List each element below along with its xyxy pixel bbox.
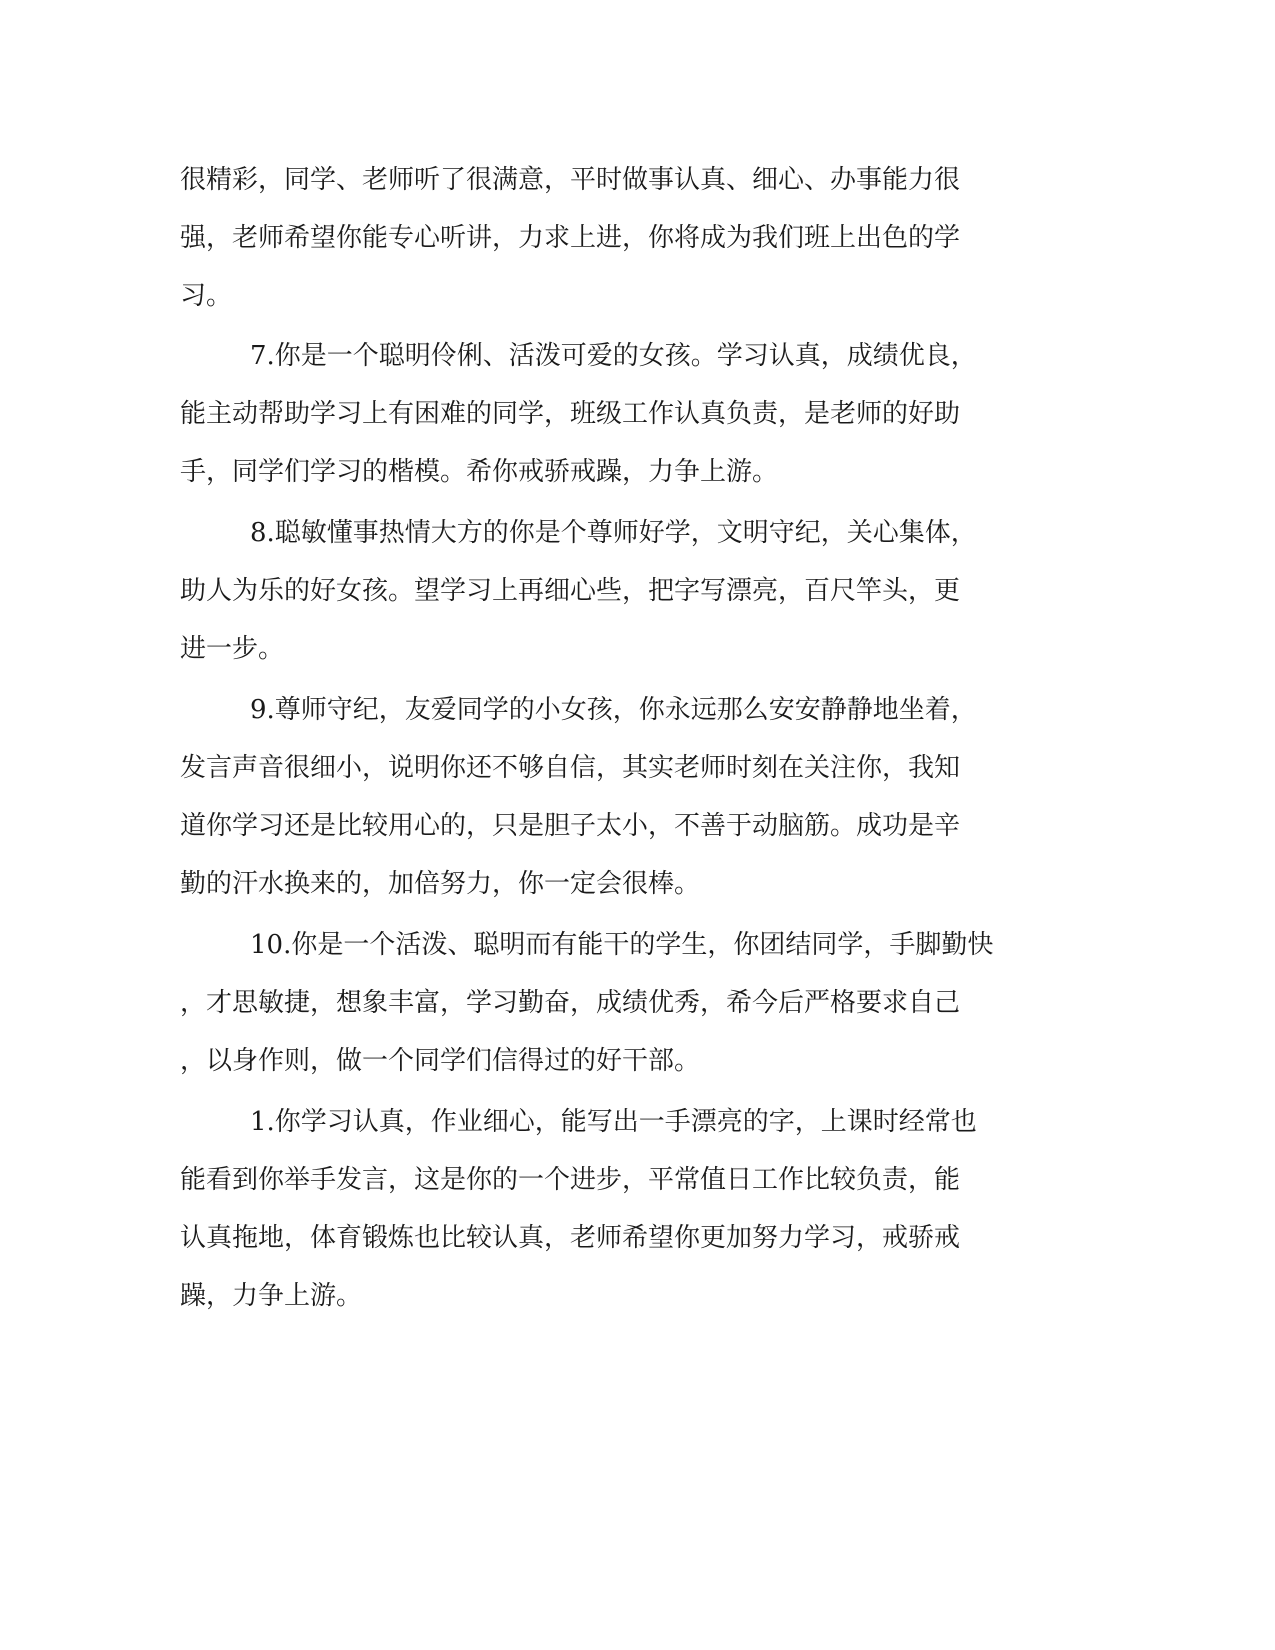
text-line: 9.尊师守纪，友爱同学的小女孩，你永远那么安安静静地坐着， xyxy=(250,695,977,725)
text-line: 发言声音很细小，说明你还不够自信，其实老师时刻在关注你，我知 xyxy=(180,753,961,783)
text-line: 1.你学习认真，作业细心，能写出一手漂亮的字，上课时经常也 xyxy=(250,1107,977,1137)
text-line: 7.你是一个聪明伶俐、活泼可爱的女孩。学习认真，成绩优良， xyxy=(250,341,977,371)
text-line: 能主动帮助学习上有困难的同学，班级工作认真负责，是老师的好助 xyxy=(180,399,961,429)
text-line: 认真拖地，体育锻炼也比较认真，老师希望你更加努力学习，戒骄戒 xyxy=(180,1223,961,1253)
text-line: ，以身作则，做一个同学们信得过的好干部。 xyxy=(180,1046,701,1076)
text-line: 助人为乐的好女孩。望学习上再细心些，把字写漂亮，百尺竿头，更 xyxy=(180,576,961,606)
text-line: 手，同学们学习的楷模。希你戒骄戒躁，力争上游。 xyxy=(180,457,779,487)
text-line: 8.聪敏懂事热情大方的你是个尊师好学，文明守纪，关心集体， xyxy=(250,518,977,548)
text-line: 能看到你举手发言，这是你的一个进步，平常值日工作比较负责，能 xyxy=(180,1165,961,1195)
text-line: ，才思敏捷，想象丰富，学习勤奋，成绩优秀，希今后严格要求自己 xyxy=(180,988,961,1018)
text-line: 10.你是一个活泼、聪明而有能干的学生，你团结同学，手脚勤快 xyxy=(250,930,994,960)
text-line: 道你学习还是比较用心的，只是胆子太小，不善于动脑筋。成功是辛 xyxy=(180,811,961,841)
text-line: 躁，力争上游。 xyxy=(180,1281,363,1311)
text-line: 进一步。 xyxy=(180,634,285,664)
text-line: 很精彩，同学、老师听了很满意，平时做事认真、细心、办事能力很 xyxy=(180,165,961,195)
text-line: 强，老师希望你能专心听讲，力求上进，你将成为我们班上出色的学 xyxy=(180,223,961,253)
text-line: 勤的汗水换来的，加倍努力，你一定会很棒。 xyxy=(180,869,701,899)
text-line: 习。 xyxy=(180,281,233,311)
